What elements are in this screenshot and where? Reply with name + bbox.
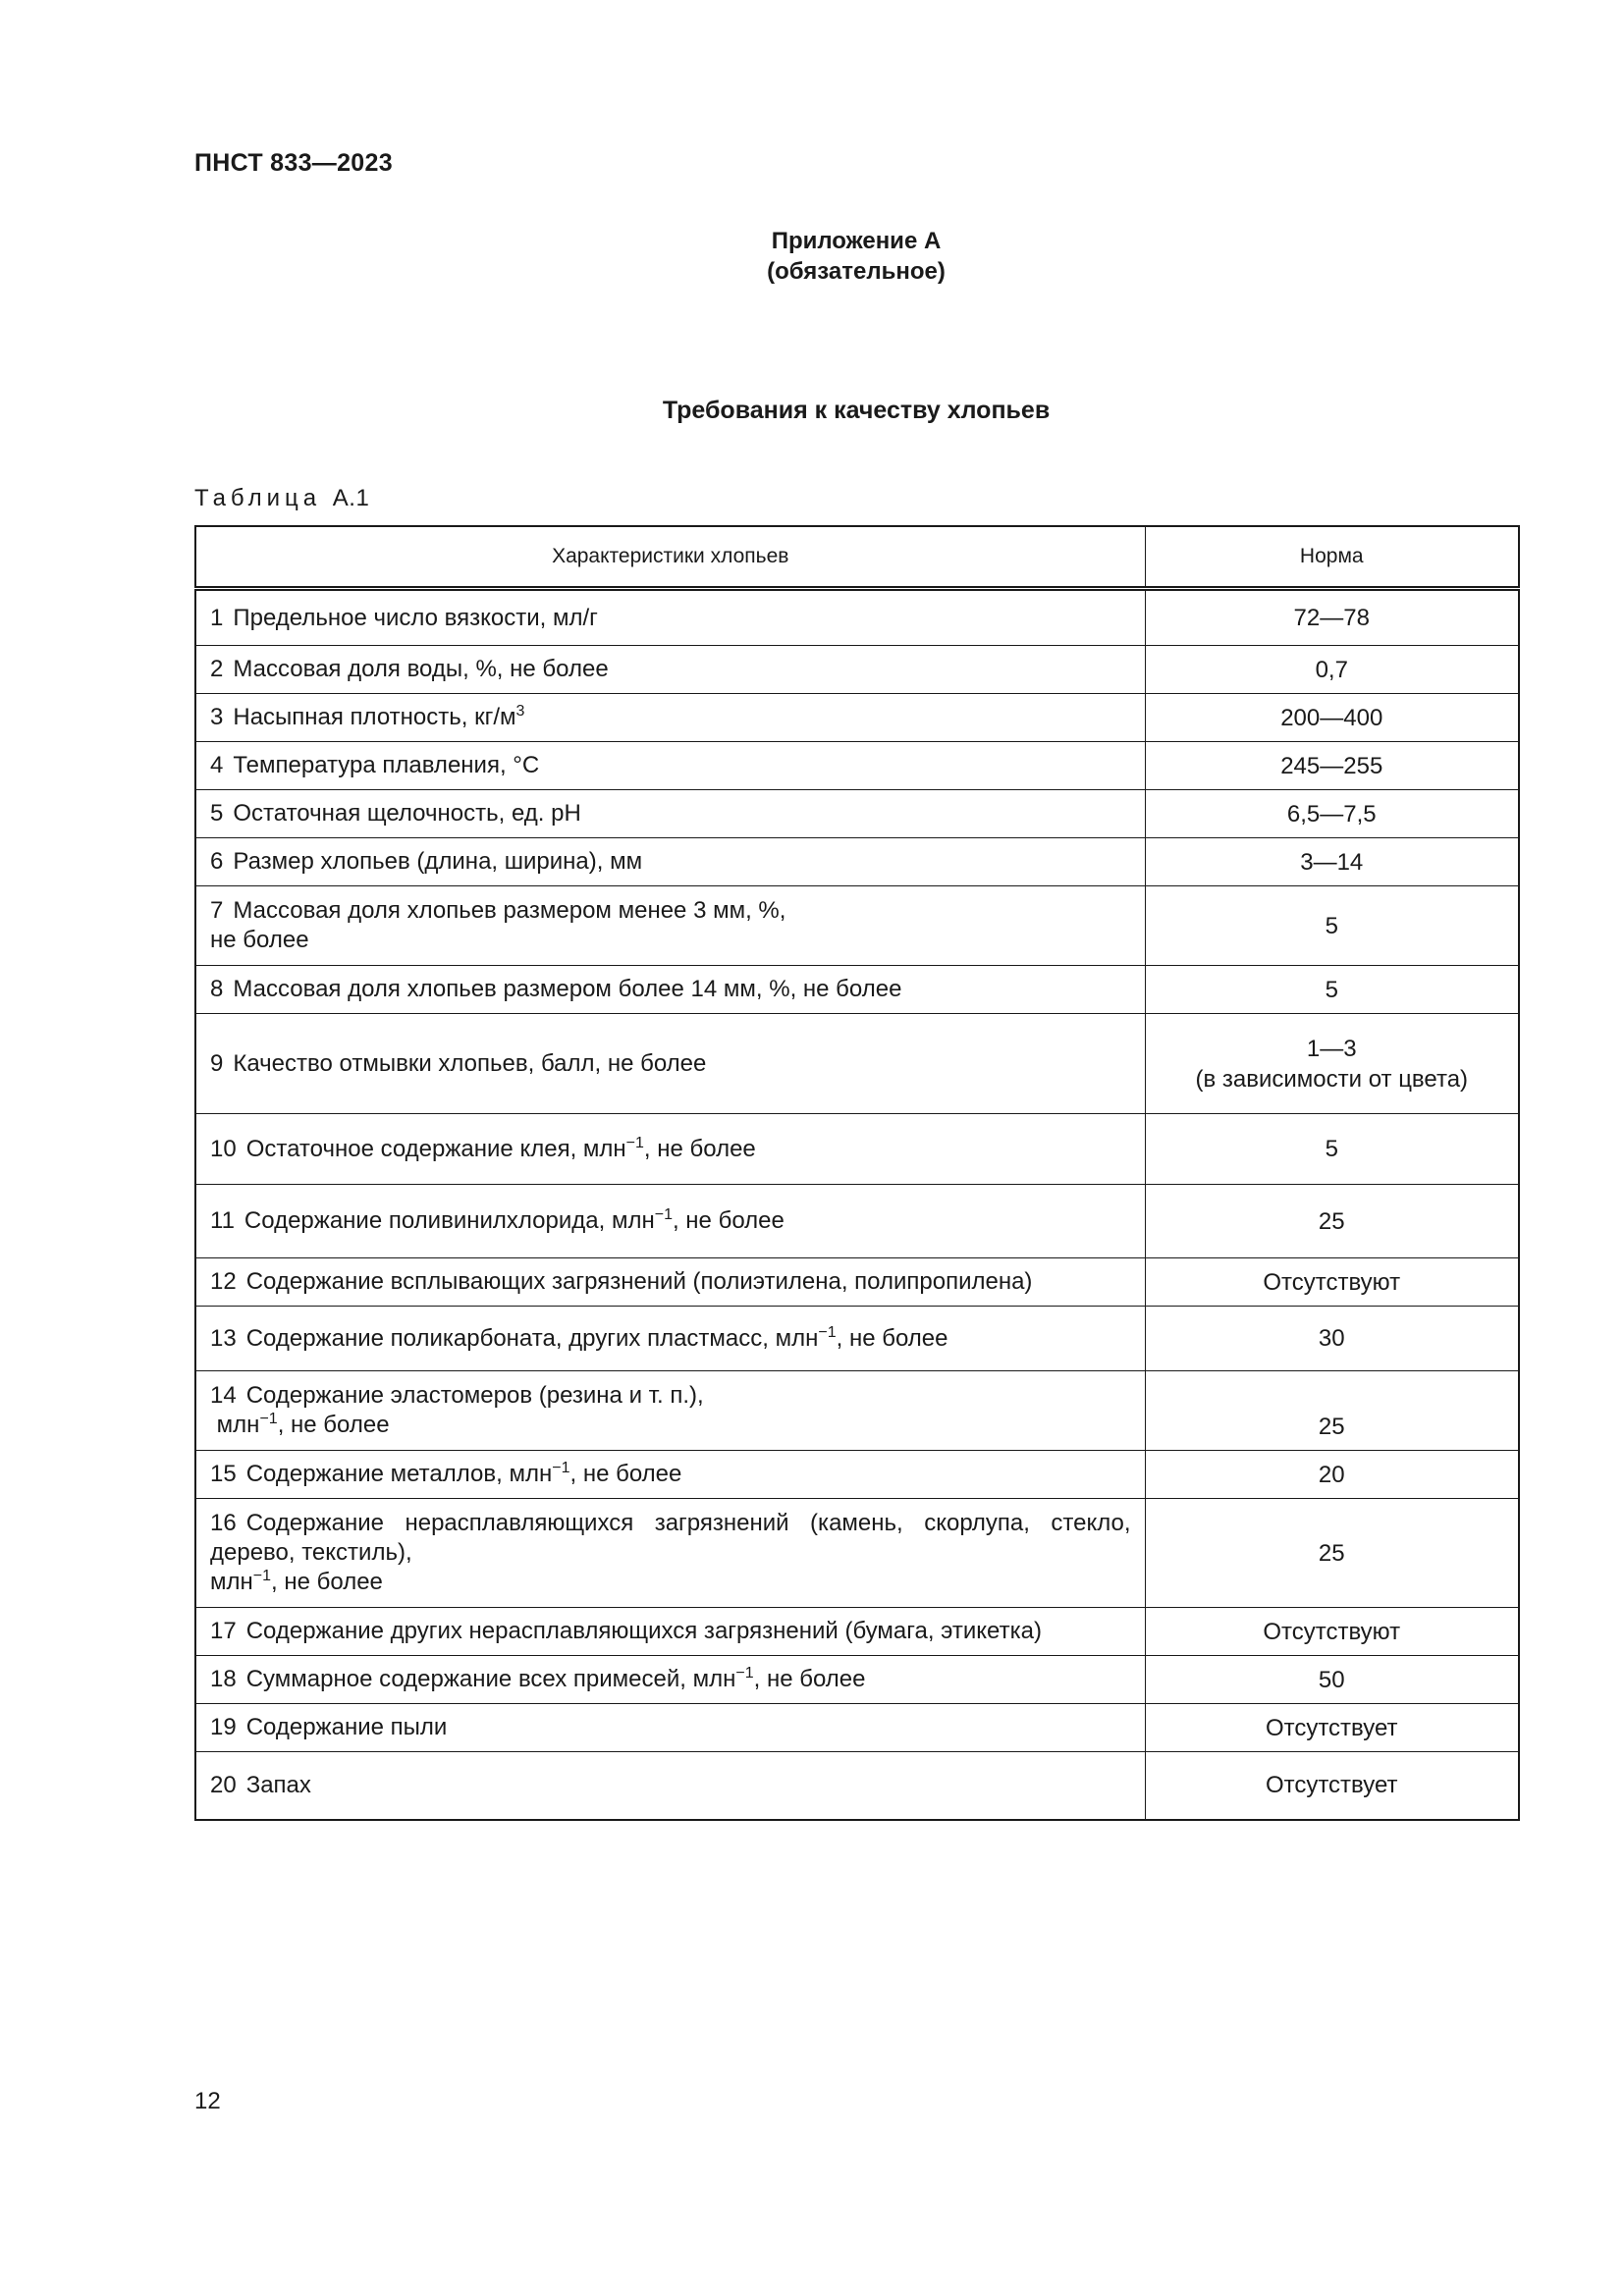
row-text-suffix: , не более [836,1324,948,1352]
row-characteristic [195,1307,1145,1371]
row-norm: Отсутствует [1145,1752,1519,1820]
row-text: Массовая доля воды, %, не более [233,656,609,682]
row-characteristic [195,589,1145,646]
row-text-line1: Содержание эластомеров (резина и т. п.), [245,1382,704,1409]
row-text: Содержание других нерасплавляющихся загрязнений (бумага, этикетка) [245,1618,1042,1644]
row-characteristic [195,838,1145,886]
document-code: ПНСТ 833—2023 [194,149,393,177]
row-text: млн [210,1569,253,1595]
row-norm: 5 [1145,1114,1519,1185]
row-text: Размер хлопьев (длина, ширина), мм [233,848,643,875]
table-row [195,1114,1519,1185]
row-text: Температура плавления, °С [233,752,540,778]
row-norm: 200—400 [1145,694,1519,742]
row-number: 11 [210,1207,235,1234]
table-row [195,742,1519,790]
row-norm: Отсутствует [1145,1704,1519,1752]
table-row [195,589,1519,646]
row-norm: 245—255 [1145,742,1519,790]
row-superscript: −1 [654,1206,673,1223]
table-header-row [195,526,1519,589]
header-norm: Норма [1145,526,1519,589]
row-text-line2: не более [210,927,309,953]
row-number: 16 [210,1510,237,1536]
quality-requirements-table [194,525,1520,1821]
row-norm: 25 [1145,1499,1519,1608]
row-text: млн [216,1412,260,1438]
row-characteristic [195,694,1145,742]
row-characteristic [195,790,1145,838]
row-norm: 72—78 [1145,589,1519,646]
table-row [195,790,1519,838]
row-norm-line2: (в зависимости от цвета) [1195,1065,1469,1093]
row-norm: 20 [1145,1451,1519,1499]
row-number: 15 [210,1461,237,1487]
row-text-suffix: , не более [643,1135,756,1162]
row-number: 9 [210,1049,224,1077]
row-superscript: −1 [552,1460,570,1476]
row-text: Содержание всплывающих загрязнений (полиэтилена, полипропилена) [245,1268,1033,1295]
row-number: 17 [210,1618,237,1644]
row-number: 20 [210,1771,237,1798]
table-row [195,1656,1519,1704]
row-norm: Отсутствуют [1145,1608,1519,1656]
row-number: 2 [210,656,224,682]
row-norm: 25 [1145,1371,1519,1451]
row-text: Остаточная щелочность, ед. pH [233,800,581,827]
row-text: Суммарное содержание всех примесей, млн [245,1666,736,1692]
row-number: 19 [210,1714,237,1740]
row-characteristic [195,742,1145,790]
row-characteristic [195,1258,1145,1307]
row-characteristic [195,1499,1145,1608]
row-text: Содержание металлов, млн [245,1461,553,1487]
row-text: Остаточное содержание клея, млн [245,1135,626,1162]
row-superscript: −1 [252,1568,272,1584]
row-superscript: −1 [259,1411,278,1427]
row-number: 10 [210,1135,237,1162]
row-number: 3 [210,704,224,730]
row-text: Массовая доля хлопьев размером более 14 мм, %, не более [233,976,902,1002]
row-norm: 5 [1145,886,1519,966]
table-row [195,966,1519,1014]
table-row [195,886,1519,966]
table-row [195,1608,1519,1656]
row-number: 5 [210,800,224,827]
header-characteristic: Характеристики хлопьев [195,526,1145,589]
row-text-suffix: , не более [277,1412,390,1438]
row-text: Содержание поливинилхлорида, млн [244,1207,655,1234]
row-norm-line1: 1—3 [1306,1035,1357,1062]
row-norm: 6,5—7,5 [1145,790,1519,838]
table-caption-number: А.1 [332,485,370,511]
appendix-status: (обязательное) [767,258,946,285]
table-row [195,1704,1519,1752]
table-row [195,1371,1519,1451]
row-norm: 50 [1145,1656,1519,1704]
table-row [195,1752,1519,1820]
row-number: 18 [210,1666,237,1692]
row-norm [1145,1014,1519,1114]
row-number: 1 [210,604,224,631]
table-row [195,1451,1519,1499]
table-row [195,646,1519,694]
table-row [195,1258,1519,1307]
row-text-line1: Содержание нерасплавляющихся загрязнений (камень, скорлупа, стекло, дерево, текстиль), [210,1510,1131,1566]
page-number: 12 [194,2088,221,2114]
table-row [195,694,1519,742]
row-text: Качество отмывки хлопьев, балл, не более [233,1049,707,1077]
row-text: Содержание поликарбоната, других пластмасс, млн [245,1324,819,1352]
row-norm: 3—14 [1145,838,1519,886]
row-characteristic [195,966,1145,1014]
row-characteristic [195,1451,1145,1499]
table-row [195,1307,1519,1371]
row-text: Насыпная плотность, кг/м [233,704,516,730]
row-norm: 0,7 [1145,646,1519,694]
row-text: Предельное число вязкости, мл/г [233,604,598,631]
row-number: 7 [210,897,224,924]
appendix-heading [0,226,1624,287]
table-caption [194,485,369,512]
row-number: 4 [210,752,224,778]
row-text-suffix: , не более [753,1666,866,1692]
row-characteristic [195,646,1145,694]
row-number: 12 [210,1268,237,1295]
row-number: 13 [210,1324,237,1352]
row-norm: 30 [1145,1307,1519,1371]
row-text-suffix: , не более [672,1207,785,1234]
row-superscript: −1 [625,1134,644,1151]
row-superscript: −1 [818,1323,837,1341]
row-number: 8 [210,976,224,1002]
row-text: Запах [245,1771,311,1798]
row-text-line1: Массовая доля хлопьев размером менее 3 мм, %, [233,897,786,924]
row-characteristic [195,1656,1145,1704]
row-number: 6 [210,848,224,875]
row-characteristic [195,1704,1145,1752]
table-row [195,838,1519,886]
table-row [195,1014,1519,1114]
table-row [195,1185,1519,1258]
row-text: Содержание пыли [245,1714,448,1740]
table-row [195,1499,1519,1608]
row-characteristic [195,1371,1145,1451]
row-characteristic [195,886,1145,966]
row-characteristic [195,1608,1145,1656]
row-characteristic [195,1185,1145,1258]
row-norm: 25 [1145,1185,1519,1258]
row-superscript: −1 [735,1665,754,1682]
row-characteristic [195,1752,1145,1820]
row-characteristic [195,1014,1145,1114]
row-superscript: 3 [515,703,525,720]
table-caption-word: Таблица [194,485,322,511]
appendix-title: Приложение А [771,228,942,254]
row-text-suffix: , не более [271,1569,383,1595]
row-norm: Отсутствуют [1145,1258,1519,1307]
section-title: Требования к качеству хлопьев [662,397,1051,424]
row-norm: 5 [1145,966,1519,1014]
row-text-suffix: , не более [569,1461,682,1487]
row-number: 14 [210,1382,237,1409]
row-characteristic [195,1114,1145,1185]
